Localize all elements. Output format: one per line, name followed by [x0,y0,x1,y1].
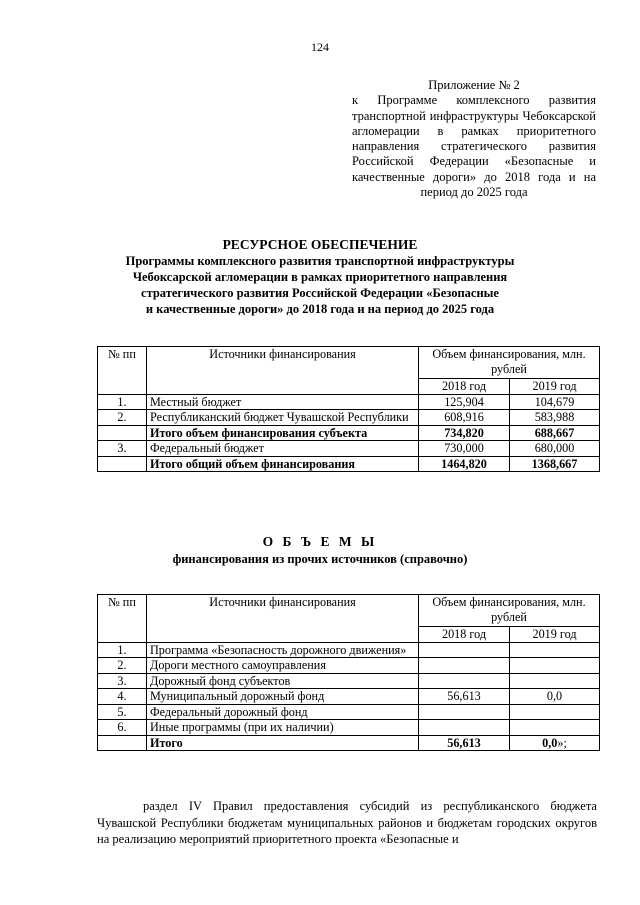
row-2019 [510,720,600,736]
volumes-title: О Б Ъ Е М Ы [262,534,378,549]
row-num [98,456,147,472]
page-number: 124 [311,40,329,54]
row-2019: 680,000 [510,441,600,457]
row-source: Итого объем финансирования субъекта [147,425,419,441]
col-header-volume: Объем финансирования, млн. рублей [419,595,600,627]
paragraph-text: раздел IV Правил предоставления субсидий из республиканского бюджета Чувашской Республики бюджетам муниципальных районов и бюджетам городских округов на реализацию мероприятий приоритетного проекта «Безопасные и [97,799,597,846]
row-2018: 1464,820 [419,456,510,472]
header-spacer [98,379,147,395]
row-2018: 734,820 [419,425,510,441]
col-header-2019: 2019 год [510,627,600,643]
row-num: 3. [98,441,147,457]
row-2018 [419,642,510,658]
table-row [98,394,600,410]
row-2019: 0,0 [510,689,600,705]
row-2019 [510,658,600,674]
row-2019 [510,704,600,720]
row-num: 3. [98,673,147,689]
table-row-total [98,456,600,472]
row-num [98,425,147,441]
table-row [98,410,600,426]
row-source: Программа «Безопасность дорожного движения» [147,642,419,658]
resource-subtitle-line-3: стратегического развития Российской Федерации «Безопасные [141,286,499,300]
volumes-subtitle: финансирования из прочих источников (справочно) [172,552,468,566]
row-num: 1. [98,394,147,410]
header-spacer [147,627,419,643]
row-source: Дорожный фонд субъектов [147,673,419,689]
row-2018 [419,673,510,689]
row-source: Федеральный дорожный фонд [147,704,419,720]
table-row [98,642,600,658]
row-2018 [419,704,510,720]
other-sources-table [97,594,600,751]
table-row-subtotal [98,425,600,441]
row-2019 [510,673,600,689]
row-source: Федеральный бюджет [147,441,419,457]
col-header-2019: 2019 год [510,379,600,395]
header-spacer [147,379,419,395]
row-num: 6. [98,720,147,736]
row-num: 4. [98,689,147,705]
row-num: 2. [98,658,147,674]
table-row [98,673,600,689]
resource-subtitle-line-4: и качественные дороги» до 2018 года и на период до 2025 года [145,302,495,316]
resource-subtitle-line-1: Программы комплексного развития транспортной инфраструктуры [125,254,515,268]
row-source: Местный бюджет [147,394,419,410]
row-source: Дороги местного самоуправления [147,658,419,674]
resource-table [97,346,600,472]
col-header-source: Источники финансирования [147,595,419,627]
col-header-volume: Объем финансирования, млн. рублей [419,347,600,379]
row-2019: 1368,667 [510,456,600,472]
resource-subtitle-line-2: Чебоксарской агломерации в рамках приоритетного направления [132,270,508,284]
col-header-2018: 2018 год [419,379,510,395]
table-row-total [98,735,600,751]
row-2018: 125,904 [419,394,510,410]
row-2018: 730,000 [419,441,510,457]
row-num: 5. [98,704,147,720]
row-2018: 56,613 [419,735,510,751]
body-paragraph [97,798,597,848]
appendix-block [352,78,596,200]
appendix-text: к Программе комплексного развития транспортной инфраструктуры Чебоксарской агломерации в рамках приоритетного направления стратегического развития Российской Федерации «Безопасные и качественные дороги» до 2018 года и на период до 2025 года [352,93,596,200]
row-2019: 583,988 [510,410,600,426]
row-num: 1. [98,642,147,658]
table-row [98,704,600,720]
row-source: Итого [147,735,419,751]
table-row [98,441,600,457]
col-header-source: Источники финансирования [147,347,419,379]
total-suffix: »; [557,735,567,750]
table-row [98,720,600,736]
row-source: Муниципальный дорожный фонд [147,689,419,705]
row-num [98,735,147,751]
row-2018: 608,916 [419,410,510,426]
row-2019: 104,679 [510,394,600,410]
row-source: Республиканский бюджет Чувашской Республики [147,410,419,426]
row-num: 2. [98,410,147,426]
row-2018 [419,720,510,736]
table-row [98,689,600,705]
header-spacer [98,627,147,643]
row-2019: 688,667 [510,425,600,441]
row-2018 [419,658,510,674]
row-source: Иные программы (при их наличии) [147,720,419,736]
resource-section-heading [0,236,640,317]
resource-title: РЕСУРСНОЕ ОБЕСПЕЧЕНИЕ [222,237,418,252]
appendix-title: Приложение № 2 [428,78,520,92]
col-header-2018: 2018 год [419,627,510,643]
row-source: Итого общий объем финансирования [147,456,419,472]
row-2019-total-cell [510,735,600,751]
volumes-section-heading [0,533,640,567]
row-2019 [510,642,600,658]
row-2018: 56,613 [419,689,510,705]
row-2019: 0,0 [542,735,558,750]
table-row [98,658,600,674]
col-header-num: № пп [98,595,147,627]
col-header-num: № пп [98,347,147,379]
